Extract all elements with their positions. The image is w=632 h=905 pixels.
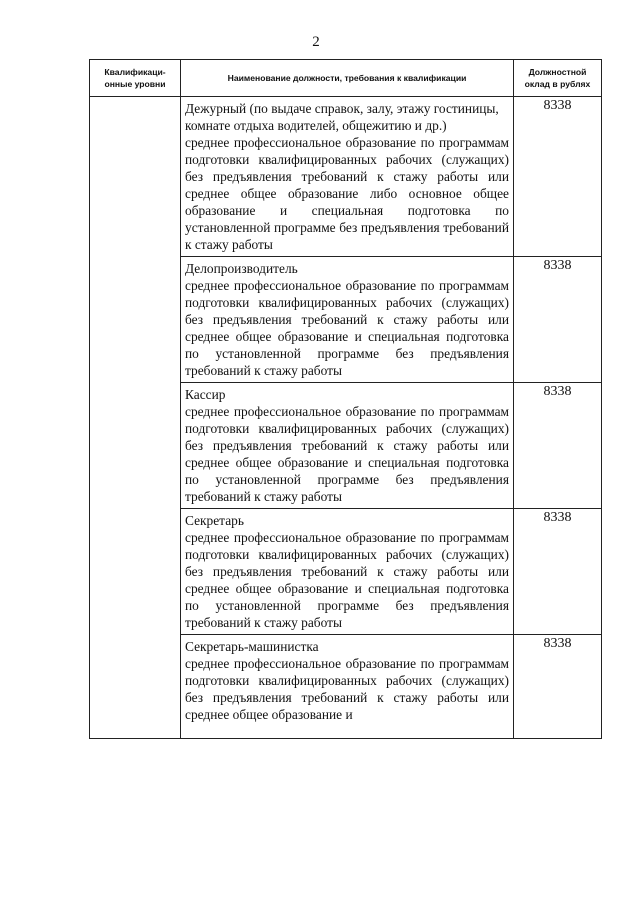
salary-cell: 8338: [514, 635, 602, 739]
position-title: Секретарь-машинистка: [185, 639, 319, 654]
position-requirements: среднее профессиональное образование по программам подготовки квалифицированных рабочих (служащих) без предъявления требований к стажу работы или среднее общее образование и: [185, 656, 509, 722]
qualification-table: [89, 59, 602, 739]
position-requirements: среднее профессиональное образование по программам подготовки квалифицированных рабочих (служащих) без предъявления требований к стажу работы или среднее общее образование и специальная подготовка по установленной программе без предъявления требований к стажу работы: [185, 278, 509, 378]
position-title: Делопроизводитель: [185, 261, 298, 276]
position-cell: [181, 635, 514, 739]
position-requirements: среднее профессиональное образование по программам подготовки квалифицированных рабочих (служащих) без предъявления требований к стажу работы или среднее общее образование и специальная подготовка по установленной программе без предъявления требований к стажу работы: [185, 404, 509, 504]
header-position-name: Наименование должности, требования к квалификации: [181, 60, 514, 97]
position-cell: [181, 509, 514, 635]
position-cell: [181, 257, 514, 383]
table-row: [90, 97, 602, 257]
position-cell: [181, 383, 514, 509]
position-title: Дежурный (по выдаче справок, залу, этажу гостиницы, комнате отдыха водителей, общежитию и др.): [185, 101, 499, 133]
salary-cell: 8338: [514, 509, 602, 635]
position-requirements: среднее профессиональное образование по программам подготовки квалифицированных рабочих (служащих) без предъявления требований к стажу работы или среднее общее образование либо основное общее образование и специальная подготовка по установленной программе без предъявления требований к стажу работы: [185, 135, 509, 252]
header-salary: Должностной оклад в рублях: [514, 60, 602, 97]
salary-cell: 8338: [514, 97, 602, 257]
salary-cell: 8338: [514, 383, 602, 509]
position-cell: [181, 97, 514, 257]
position-title: Секретарь: [185, 513, 244, 528]
header-qualification-levels: Квалификаци-онные уровни: [90, 60, 181, 97]
position-requirements: среднее профессиональное образование по программам подготовки квалифицированных рабочих (служащих) без предъявления требований к стажу работы или среднее общее образование и специальная подготовка по установленной программе без предъявления требований к стажу работы: [185, 530, 509, 630]
qualification-level-cell: [90, 97, 181, 739]
page-number: 2: [312, 34, 320, 50]
salary-cell: 8338: [514, 257, 602, 383]
position-title: Кассир: [185, 387, 226, 402]
table-header-row: [90, 60, 602, 97]
